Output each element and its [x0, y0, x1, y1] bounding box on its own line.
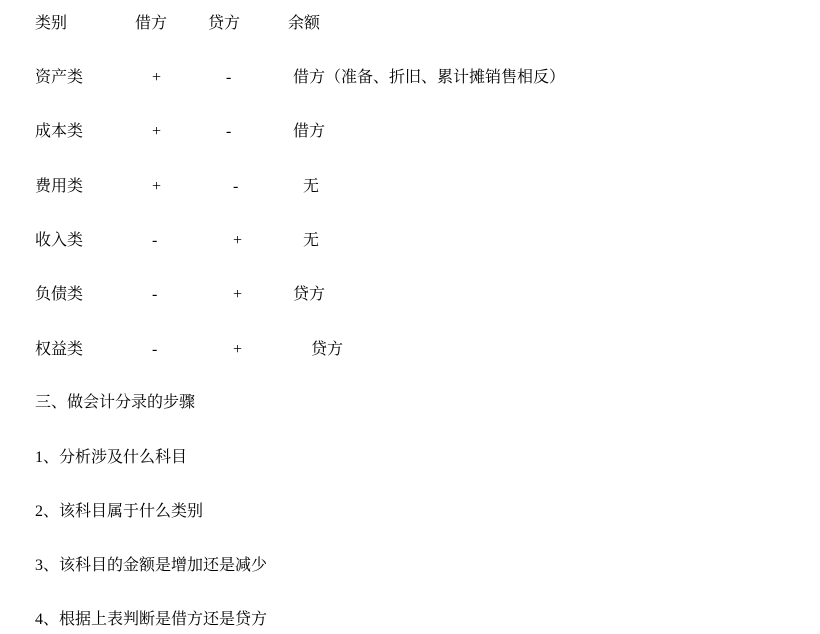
step-item: 4、根据上表判断是借方还是贷方 [35, 611, 268, 628]
step-item: 2、该科目属于什么类别 [35, 503, 204, 520]
debit-sign: + [152, 123, 162, 140]
step-item: 3、该科目的金额是增加还是减少 [35, 557, 268, 574]
header-debit: 借方 [135, 15, 168, 32]
debit-sign: + [152, 69, 162, 86]
balance-cell: 贷方 [311, 341, 344, 358]
credit-sign: + [233, 286, 243, 303]
table-row [0, 122, 820, 142]
category-cell: 资产类 [35, 69, 84, 86]
table-row [0, 68, 820, 88]
credit-sign: + [233, 232, 243, 249]
table-row [0, 177, 820, 197]
step-line [0, 502, 820, 522]
table-header-row [0, 14, 820, 34]
category-cell: 收入类 [35, 232, 84, 249]
debit-sign: - [152, 341, 158, 358]
category-cell: 负债类 [35, 286, 84, 303]
category-cell: 权益类 [35, 341, 84, 358]
header-credit: 贷方 [208, 15, 241, 32]
balance-cell: 无 [303, 232, 320, 249]
credit-sign: - [233, 178, 239, 195]
step-line [0, 556, 820, 576]
debit-sign: - [152, 286, 158, 303]
category-cell: 费用类 [35, 178, 84, 195]
credit-sign: + [233, 341, 243, 358]
credit-sign: - [226, 69, 232, 86]
balance-cell: 借方（准备、折旧、累计摊销售相反） [293, 69, 566, 86]
step-item: 1、分析涉及什么科目 [35, 449, 188, 466]
step-line [0, 448, 820, 468]
section-heading: 三、做会计分录的步骤 [35, 394, 196, 411]
debit-sign: + [152, 178, 162, 195]
credit-sign: - [226, 123, 232, 140]
balance-cell: 无 [303, 178, 320, 195]
balance-cell: 贷方 [293, 286, 326, 303]
step-line [0, 610, 820, 630]
debit-sign: - [152, 232, 158, 249]
header-category: 类别 [35, 15, 68, 32]
header-balance: 余额 [288, 15, 321, 32]
table-row [0, 340, 820, 360]
section-heading-line [0, 393, 820, 413]
balance-cell: 借方 [293, 123, 326, 140]
table-row [0, 231, 820, 251]
category-cell: 成本类 [35, 123, 84, 140]
table-row [0, 285, 820, 305]
